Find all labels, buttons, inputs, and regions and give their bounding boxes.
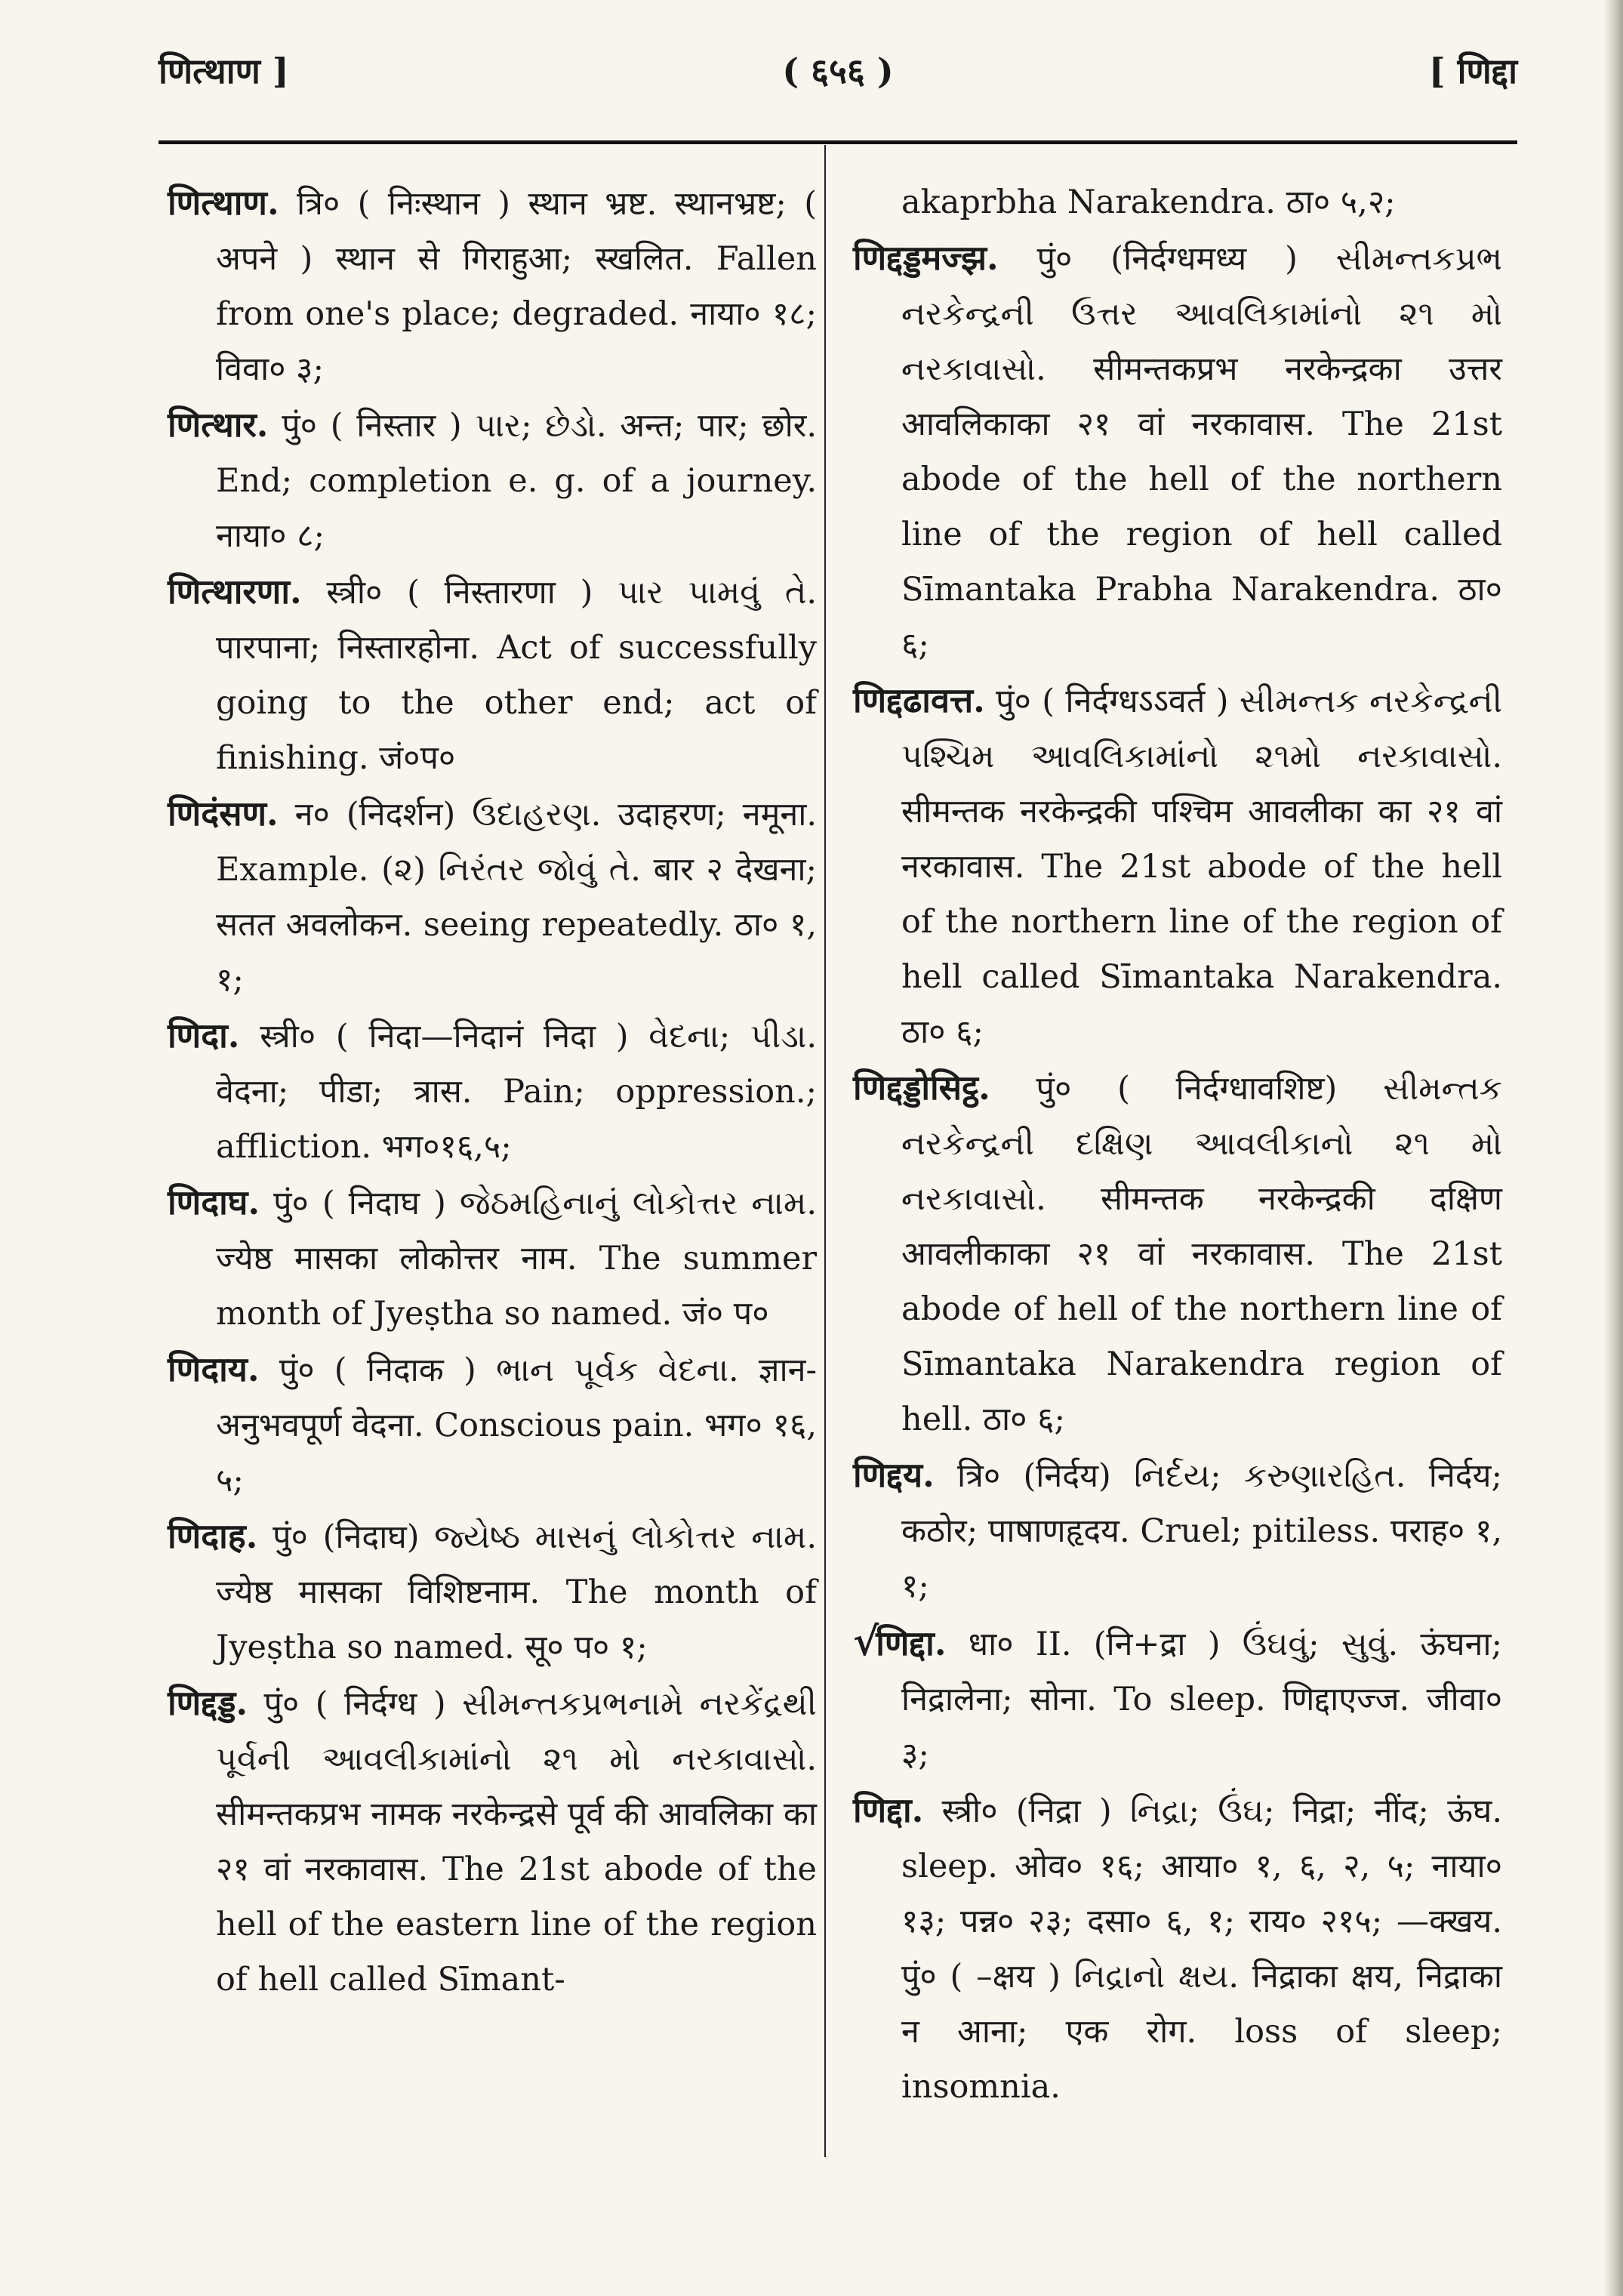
entry-body: पुं० (निर्दग्धमध्य ) સીમન્તકપ્રભ નરકેન્દ્રની ઉત્તર આવલિકામાંનો ૨૧ મો નરકાવાસો. सीमन्तकप्रभ नरकेन्द्रका उत्तर आवलिकाका २१ वां नरकावास. The 21st abode of the hell of the northern line of the region of hell called Sīmantaka Prabha Narakendra. ठा० ६; [901,240,1503,664]
entry-headword: णित्थारणा. [168,572,302,612]
entry-body: न० (निदर्शन) ઉદાહરણ. उदाहरण; नमूना. Example. (૨) નિરંતર જોવું તે. बार २ देखना; सतत अवलोकन. seeing repeatedly. ठा० १, १; [216,796,818,999]
dictionary-entry [168,786,817,1008]
root-check-mark: √ [853,1619,876,1665]
entry-body: स्त्री० (निद्रा ) નિદ્રા; ઉંઘ; निद्रा; नींद; ऊंघ. sleep. ओव० १६; आया० १, ६, २, ५; नाया० १३; पन्न० २३; दसा० ६, १; राय० २१५; —क्खय. पुं० ( –क्षय ) નિદ્રાનો ક્ષય. निद्राका क्षय, निद्राका न आना; एक रोग. loss of sleep; insomnia. [901,1792,1502,2106]
dictionary-entry [168,564,817,786]
dictionary-entry [168,1342,817,1509]
entry-headword: णिद्दय. [853,1455,935,1495]
entry-headword: णित्थाण. [168,183,279,223]
entry-headword: णिद्दढावत्त. [853,680,985,720]
entry-body: त्रि० ( निःस्थान ) स्थान भ्रष्ट. स्थानभ्रष्ट; ( अपने ) स्थान से गिराहुआ; स्खलित. Fallen from one's place; degraded. नाया० १८; विवा० ३; [216,185,818,388]
right-column [853,175,1502,2115]
entry-headword: णिद्दड्डोसिट्ठ. [853,1068,990,1108]
dictionary-entry [168,1675,817,2008]
header-rule [159,140,1517,144]
entry-headword: णिदा. [168,1015,240,1056]
entry-body: पुं० ( निदाघ ) જેઠમહિનાનું લોકોત્તર નામ. ज्येष्ठ मासका लोकोत्तर नाम. The summer month of Jyeṣtha so named. जं० प० [216,1185,817,1333]
entry-headword: णिद्दड्ड. [168,1683,248,1723]
entry-body: धा० II. (नि+द्रा ) ઉંઘવું; સુવું. ऊंघना; निद्रालेना; सोना. To sleep. णिद्दाएज्ज. जीवा० ३; [901,1626,1502,1774]
dictionary-entry [853,230,1502,673]
entry-body: पुं० ( निर्दग्ध ) સીમન્તકપ્રભનામે નરકેંદ્રથી પૂર્વની આવલીકામાંનો ૨૧ મો નરકાવાસો. सीमन्तकप्रभ नामक नरकेन्द्रसे पूर्व की आवलिका का २१ वां नरकावास. The 21st abode of the hell of the eastern line of the region of hell called Sīmant- [216,1685,817,1999]
page-header [159,47,1517,107]
entry-body: पुं० (निदाघ) જ્યેષ્ઠ માસનું લોકોત્તર નામ. ज्येष्ठ मासका विशिष्टनाम. The month of Jyeṣtha so named. सू० प० १; [216,1518,818,1666]
entry-headword: णिदंसण. [168,794,279,834]
entry-body: पुं० ( निस्तार ) પાર; છેડો. अन्त; पार; छोर. End; completion e. g. of a journey. नाया० ८; [216,407,817,555]
entry-headword: णिद्दा. [853,1790,924,1830]
entry-headword: णिदाय. [168,1349,260,1389]
dictionary-entry [168,1509,817,1675]
dictionary-entry [168,397,817,564]
entry-headword: णिद्दड्डमज्झ. [853,238,999,278]
column-divider [824,145,826,2157]
entry-headword: णिद्दा. [876,1623,947,1663]
dictionary-entry [168,1008,817,1175]
entry-headword: णिदाघ. [168,1182,260,1222]
page-number: ( ६५६ ) [782,51,894,91]
entry-body: पुं० ( निदाक ) ભાન પૂર્વક વેદના. ज्ञान-अनुभवपूर्ण वेदना. Conscious pain. भग० १६, ५; [216,1351,817,1499]
header-right-guideword: [ णिद्दा [1428,51,1517,91]
dictionary-entry [853,673,1502,1060]
left-column [168,175,817,2008]
entry-body: पुं० ( निर्दग्धावशिष्ट) સીમન્તક નરકેન્દ્રની દક્ષિણ આવલીકાનો ૨૧ મો નરકાવાસો. सीमन्तक नरकेन्द्रकी दक्षिण आवलीकाका २१ वां नरकावास. The 21st abode of hell of the northern line of Sīmantaka Narakendra region of hell. ठा० ६; [901,1070,1502,1438]
scan-edge-shadow [1603,0,1623,2296]
dictionary-entry [168,175,817,397]
header-left-guideword: णित्थाण ] [159,51,289,91]
entry-continuation: akaprbha Narakendra. ठा० ५,२; [901,183,1396,221]
entry-body: स्त्री० ( निस्तारणा ) પાર પામવું તે. पारपाना; निस्तारहोना. Act of successfully going to the other end; act of finishing. जं०प० [216,574,818,777]
dictionary-entry [853,1783,1502,2115]
entry-headword: णित्थार. [168,405,269,445]
dictionary-entry [853,1447,1502,1614]
dictionary-entry [168,1175,817,1342]
dictionary-entry [853,1614,1502,1783]
dictionary-entry [853,1060,1502,1447]
entry-headword: णिदाह. [168,1516,258,1556]
entry-body: स्त्री० ( निदा—निदानं निदा ) વેદના; પીડા. वेदना; पीडा; त्रास. Pain; oppression.; affliction. भग०१६,५; [216,1018,818,1166]
entry-body: त्रि० (निर्दय) નિર્દય; કરુણારહિત. निर्दय; कठोर; पाषाणहृदय. Cruel; pitiless. पराह० १, १; [901,1457,1502,1605]
entry-body: पुं० ( निर्दग्धऽऽवर्त ) સીમન્તક નરકેન્દ્રની પશ્ચિમ આવલિકામાંનો ૨૧મો નરકાવાસો. सीमन्तक नरकेन्द्रकी पश्चिम आवलीका का २१ वां नरकावास. The 21st abode of the hell of the northern line of the region of hell called Sīmantaka Narakendra. ठा० ६; [901,683,1502,1051]
